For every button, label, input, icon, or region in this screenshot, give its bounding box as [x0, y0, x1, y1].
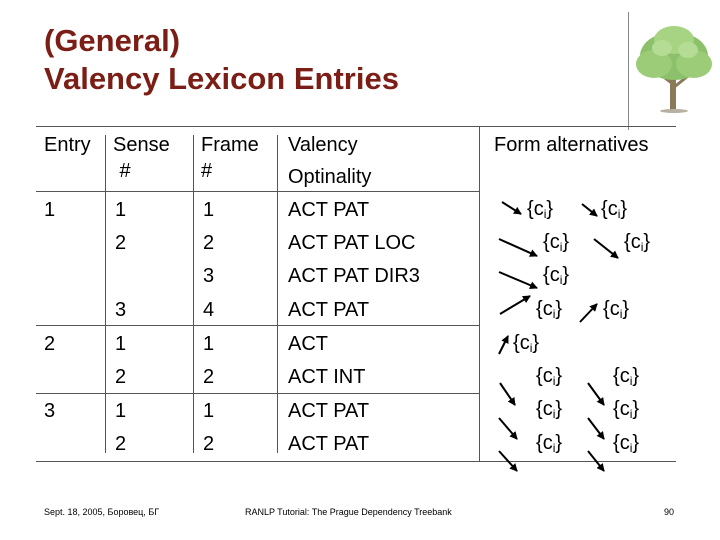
- form-ci: $\{c_i\}$: [536, 398, 563, 421]
- form-ci-base: c: [619, 432, 630, 454]
- form-ci-sub: i: [552, 307, 556, 321]
- row-8-sense: 2: [115, 433, 127, 455]
- form-ci-base: c: [542, 432, 553, 454]
- form-ci-sub: i: [629, 441, 633, 455]
- row-6-valency: ACT INT: [288, 366, 366, 388]
- form-ci-sub: i: [617, 207, 621, 221]
- row-6-sense: 2: [115, 366, 127, 388]
- form-ci: $\{c_i\}$: [624, 231, 651, 254]
- row-2-valency: ACT PAT LOC: [288, 232, 416, 254]
- footer-date: Sept. 18, 2005, Боровец, БГ: [44, 507, 160, 517]
- page-number: 90: [664, 507, 675, 517]
- row-5-sense: 1: [115, 333, 127, 355]
- row-1-entry: 1: [44, 199, 56, 221]
- footer-title: RANLP Tutorial: The Prague Dependency Treebank: [245, 507, 452, 517]
- form-ci: $\{c_i\}$: [613, 365, 640, 388]
- header-separator: [36, 191, 480, 192]
- row-1-sense: 1: [115, 199, 127, 221]
- form-ci-sub: i: [543, 207, 547, 221]
- entry-separator-2: [36, 393, 480, 394]
- form-ci: $\{c_i\}$: [536, 365, 563, 388]
- row-4-valency: ACT PAT: [288, 299, 370, 321]
- form-ci: $\{c_i\}$: [613, 432, 640, 455]
- form-ci: $\{c_i\}$: [536, 432, 563, 455]
- form-ci: $\{c_i\}$: [543, 264, 570, 287]
- row-7-sense: 1: [115, 400, 127, 422]
- row-6-frame: 2: [203, 366, 215, 388]
- row-7-entry: 3: [44, 400, 56, 422]
- form-ci-sub: i: [629, 374, 633, 388]
- header-valency: Valency: [288, 134, 358, 156]
- form-ci: $\{c_i\}$: [613, 398, 640, 421]
- row-8-frame: 2: [203, 433, 215, 455]
- row-5-valency: ACT: [288, 333, 328, 355]
- title-line-2: Valency Lexicon Entries: [44, 61, 399, 96]
- form-ci: $\{c_i\}$: [543, 231, 570, 254]
- form-ci-sub: i: [529, 341, 533, 355]
- form-ci: $\{c_i\}$: [601, 198, 628, 221]
- form-ci-base: c: [549, 231, 560, 253]
- form-ci-base: c: [630, 231, 641, 253]
- slide-title: [44, 22, 604, 98]
- header-frame-hash: #: [201, 160, 213, 182]
- form-ci: $\{c_i\}$: [527, 198, 554, 221]
- row-2-frame: 2: [203, 232, 215, 254]
- title-line-1: (General): [44, 23, 181, 58]
- row-5-entry: 2: [44, 333, 56, 355]
- form-ci-base: c: [542, 298, 553, 320]
- row-7-frame: 1: [203, 400, 215, 422]
- header-optinality: Optinality: [288, 166, 372, 188]
- row-1-frame: 1: [203, 199, 215, 221]
- row-4-sense: 3: [115, 299, 127, 321]
- form-ci-sub: i: [640, 240, 644, 254]
- title-divider: [628, 12, 629, 130]
- row-3-frame: 3: [203, 265, 215, 287]
- form-ci-base: c: [549, 264, 560, 286]
- form-ci: $\{c_i\}$: [513, 332, 540, 355]
- form-ci-base: c: [609, 298, 620, 320]
- col-sep-valency: [479, 127, 480, 461]
- col-sep-frame: [277, 135, 278, 453]
- col-sep-entry: [105, 135, 106, 453]
- header-frame: Frame: [201, 134, 259, 156]
- form-ci-base: c: [542, 365, 553, 387]
- form-ci-base: c: [607, 198, 618, 220]
- entry-separator-1: [36, 325, 480, 326]
- row-2-sense: 2: [115, 232, 127, 254]
- col-sep-sense: [193, 135, 194, 453]
- row-8-valency: ACT PAT: [288, 433, 370, 455]
- row-1-valency: ACT PAT: [288, 199, 370, 221]
- header-form-alternatives: Form alternatives: [494, 134, 649, 156]
- form-ci-sub: i: [552, 441, 556, 455]
- form-ci: $\{c_i\}$: [603, 298, 630, 321]
- form-ci-sub: i: [619, 307, 623, 321]
- row-4-frame: 4: [203, 299, 215, 321]
- tree-icon: [632, 22, 716, 114]
- header-sense-hash: #: [119, 160, 131, 182]
- form-ci-base: c: [619, 398, 630, 420]
- row-7-valency: ACT PAT: [288, 400, 370, 422]
- form-ci-base: c: [619, 365, 630, 387]
- row-5-frame: 1: [203, 333, 215, 355]
- form-ci: $\{c_i\}$: [536, 298, 563, 321]
- form-ci-sub: i: [552, 374, 556, 388]
- row-3-valency: ACT PAT DIR3: [288, 265, 420, 287]
- valency-table: [36, 126, 676, 462]
- form-ci-sub: i: [559, 273, 563, 287]
- header-entry: Entry: [44, 134, 91, 156]
- form-ci-sub: i: [559, 240, 563, 254]
- form-ci-base: c: [542, 398, 553, 420]
- form-ci-sub: i: [629, 407, 633, 421]
- form-ci-sub: i: [552, 407, 556, 421]
- header-sense: Sense: [113, 134, 170, 156]
- form-ci-base: c: [519, 332, 530, 354]
- form-ci-base: c: [533, 198, 544, 220]
